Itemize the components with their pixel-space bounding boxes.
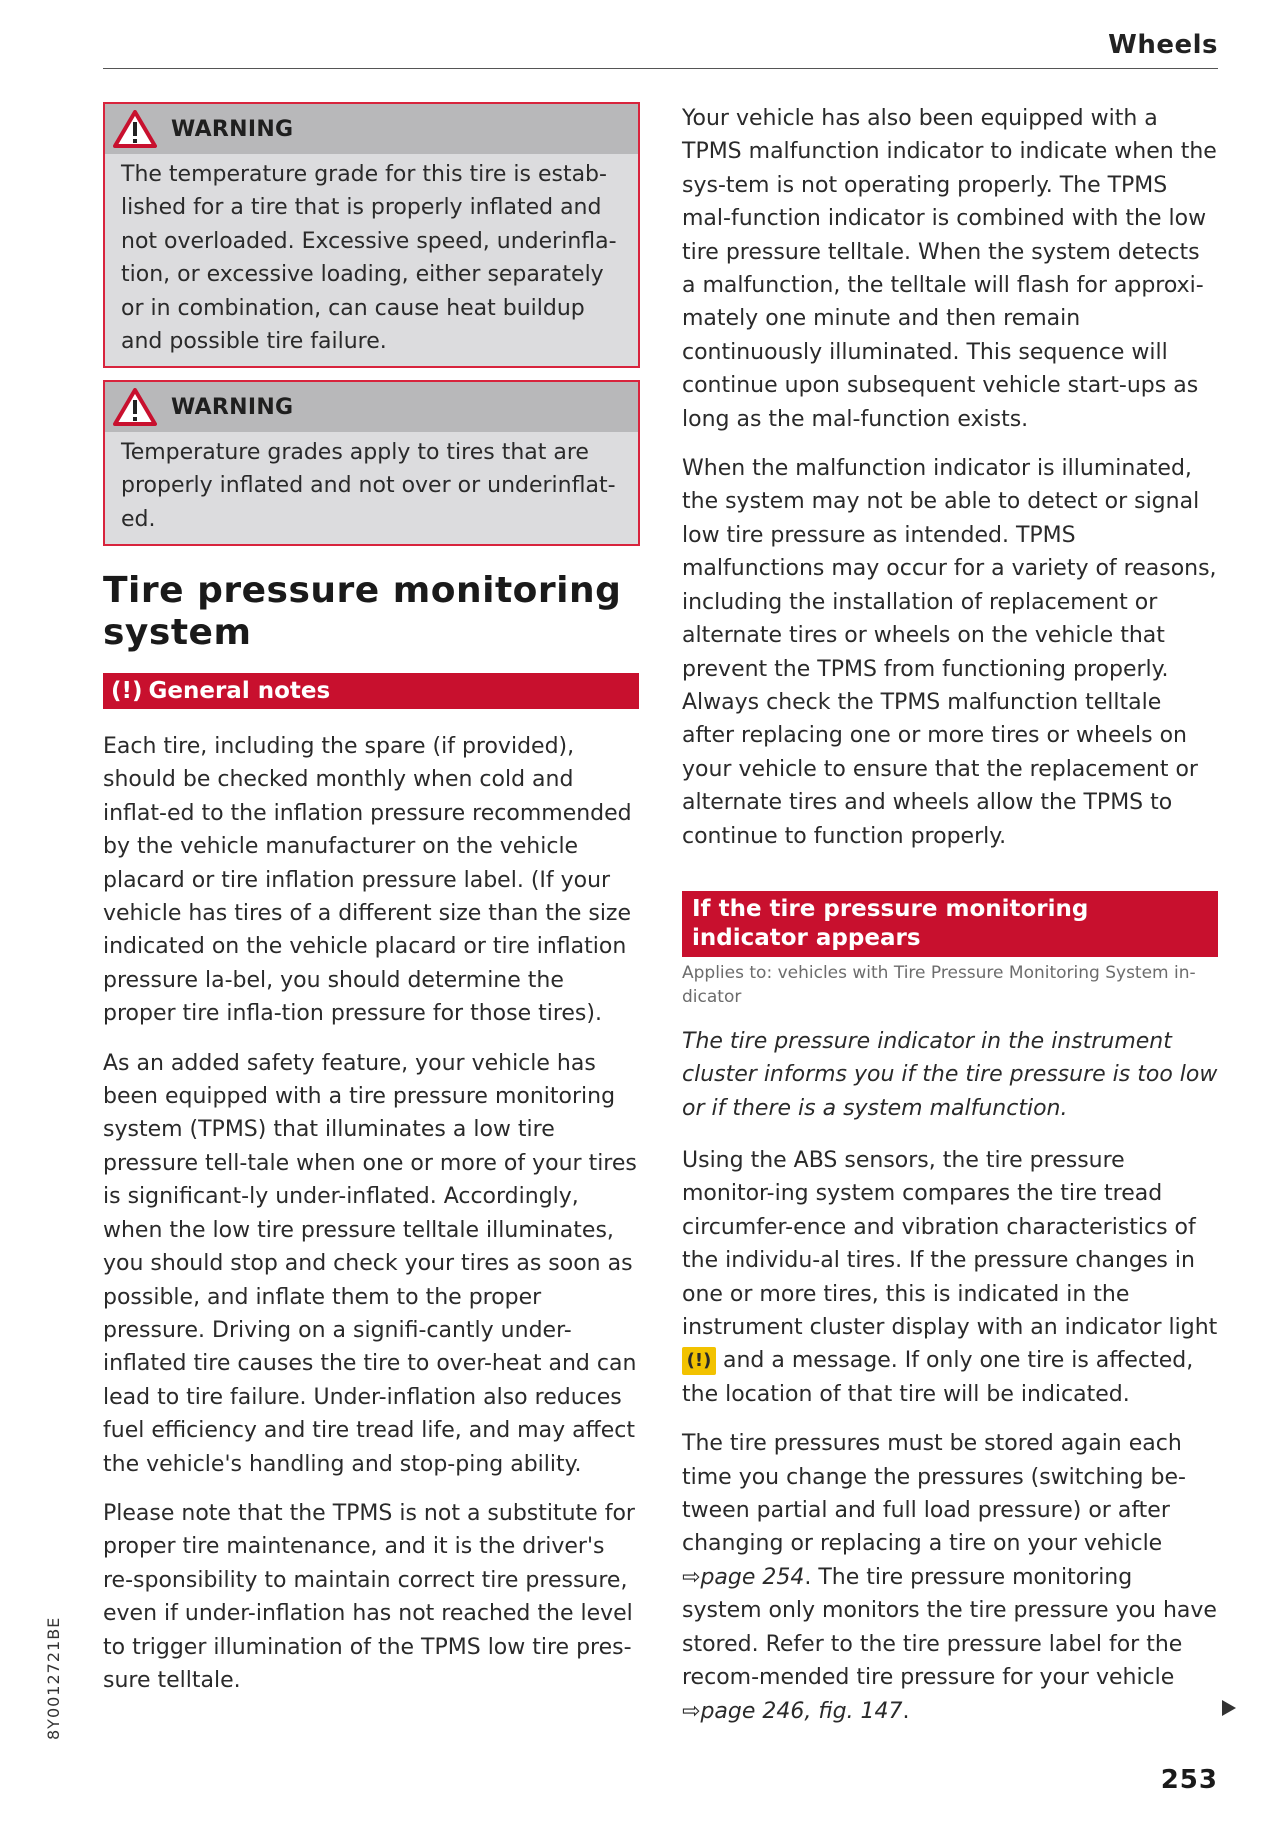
- abs-text-before: Using the ABS sensors, the tire pressure monitor-ing system compares the tire tread circumfer-ence and vibration characteristics of the individu-al tires. If the pressure changes in one or more tires, this is indicated in the instrument cluster display with an indicator light: [682, 1148, 1218, 1341]
- warning-triangle-icon: [113, 388, 157, 426]
- warning-header: [105, 104, 638, 154]
- tpms-indicator-icon: (!): [111, 678, 143, 704]
- cross-reference-arrow-icon: ⇨: [682, 1564, 701, 1590]
- right-column-text: [682, 102, 1218, 853]
- continued-arrow-icon: [1222, 1700, 1236, 1716]
- warning-header: [105, 382, 638, 432]
- warning-box-temperature-grades-apply: [103, 380, 640, 546]
- indicator-section-body: [682, 1144, 1218, 1728]
- store-text-2: . The tire pressure monitoring system only monitors the tire pressure you have stored. Refer to the tire pressure label for the recom-mended tire pressure for your vehicle: [682, 1564, 1217, 1691]
- page-reference-link[interactable]: page 254: [700, 1564, 805, 1590]
- store-text-1: The tire pressures must be stored again each time you change the pressures (switching be-tween partial and full load pressure) or after changing or replacing a tire on your vehicle: [682, 1431, 1186, 1557]
- page-reference-link[interactable]: page 246, fig. 147: [700, 1698, 903, 1724]
- indicator-intro: The tire pressure indicator in the instrument cluster informs you if the tire pressure is too low or if there is a system malfunction.: [682, 1029, 1218, 1121]
- document-code: 8Y0012721BE: [44, 1616, 63, 1740]
- warning-triangle-icon: [113, 110, 157, 148]
- paragraph: Your vehicle has also been equipped with a TPMS malfunction indicator to indicate when the sys-tem is not operating properly. The TPMS mal-function indicator is combined with the low tire pressure telltale. When the system detects a malfunction, the telltale will flash for approxi-mately one minute and then remain continuously illuminated. This sequence will continue upon subsequent vehicle start-ups as long as the mal-function exists.: [682, 106, 1217, 432]
- left-column-text: [103, 730, 639, 1697]
- paragraph: When the malfunction indicator is illuminated, the system may not be able to detect or signal low tire pressure as intended. TPMS malfunctions may occur for a variety of reasons, including the installation of replacement or alternate tires or wheels on the vehicle that prevent the TPMS from functioning properly. Always check the TPMS malfunction telltale after replacing one or more tires or wheels on your vehicle to ensure that the replacement or alternate tires and wheels allow the TPMS to continue to function properly.: [682, 456, 1217, 849]
- paragraph: As an added safety feature, your vehicle has been equipped with a tire pressure monitoring system (TPMS) that illuminates a low tire pressure tell-tale when one or more of your tires is significant-ly under-inflated. Accordingly, when the low tire pressure telltale illuminates, you should stop and check your tires as soon as possible, and inflate them to the proper pressure. Driving on a signifi-cantly under-inflated tire causes the tire to over-heat and can lead to tire failure. Under-inflation also reduces fuel efficiency and tire tread life, and may affect the vehicle's handling and stop-ping ability.: [103, 1050, 637, 1477]
- header-divider: [103, 68, 1218, 69]
- abs-sensors-paragraph: [682, 1144, 1218, 1411]
- warning-label: WARNING: [171, 116, 294, 142]
- tpms-indicator-light-icon: (!): [682, 1347, 716, 1375]
- warning-text: The temperature grade for this tire is estab-lished for a tire that is properly inflated and not overloaded. Excessive speed, underinfla-tion, or excessive loading, either separately or in combination, can cause heat buildup and possible tire failure.: [121, 162, 617, 355]
- running-header: Wheels: [1108, 30, 1218, 60]
- general-notes-label: General notes: [148, 678, 331, 704]
- warning-box-temperature-grade: [103, 102, 640, 368]
- general-notes-heading: [103, 673, 639, 709]
- paragraph: Please note that the TPMS is not a substitute for proper tire maintenance, and it is the driver's re-sponsibility to maintain correct tire pressure, even if under-inflation has not reached the level to trigger illumination of the TPMS low tire pres-sure telltale.: [103, 1500, 635, 1693]
- cross-reference-arrow-icon: ⇨: [682, 1698, 701, 1724]
- warning-text: Temperature grades apply to tires that are properly inflated and not over or underinflat-ed.: [121, 440, 616, 532]
- page-number: 253: [1160, 1765, 1218, 1795]
- applies-to-note: Applies to: vehicles with Tire Pressure Monitoring System in-dicator: [682, 963, 1196, 1007]
- indicator-section-heading: If the tire pressure monitoring indicator appears: [682, 891, 1218, 957]
- paragraph: Each tire, including the spare (if provided), should be checked monthly when cold and inflat-ed to the inflation pressure recommended by the vehicle manufacturer on the vehicle placard or tire inflation pressure label. (If your vehicle has tires of a different size than the size indicated on the vehicle placard or tire inflation pressure la-bel, you should determine the proper tire infla-tion pressure for those tires).: [103, 734, 632, 1027]
- store-text-end: .: [902, 1698, 910, 1724]
- store-pressures-paragraph: [682, 1427, 1218, 1728]
- section-title: Tire pressure monitoring system: [103, 570, 622, 653]
- warning-label: WARNING: [171, 394, 294, 420]
- abs-text-after: and a message. If only one tire is affected, the location of that tire will be indicated.: [682, 1348, 1194, 1407]
